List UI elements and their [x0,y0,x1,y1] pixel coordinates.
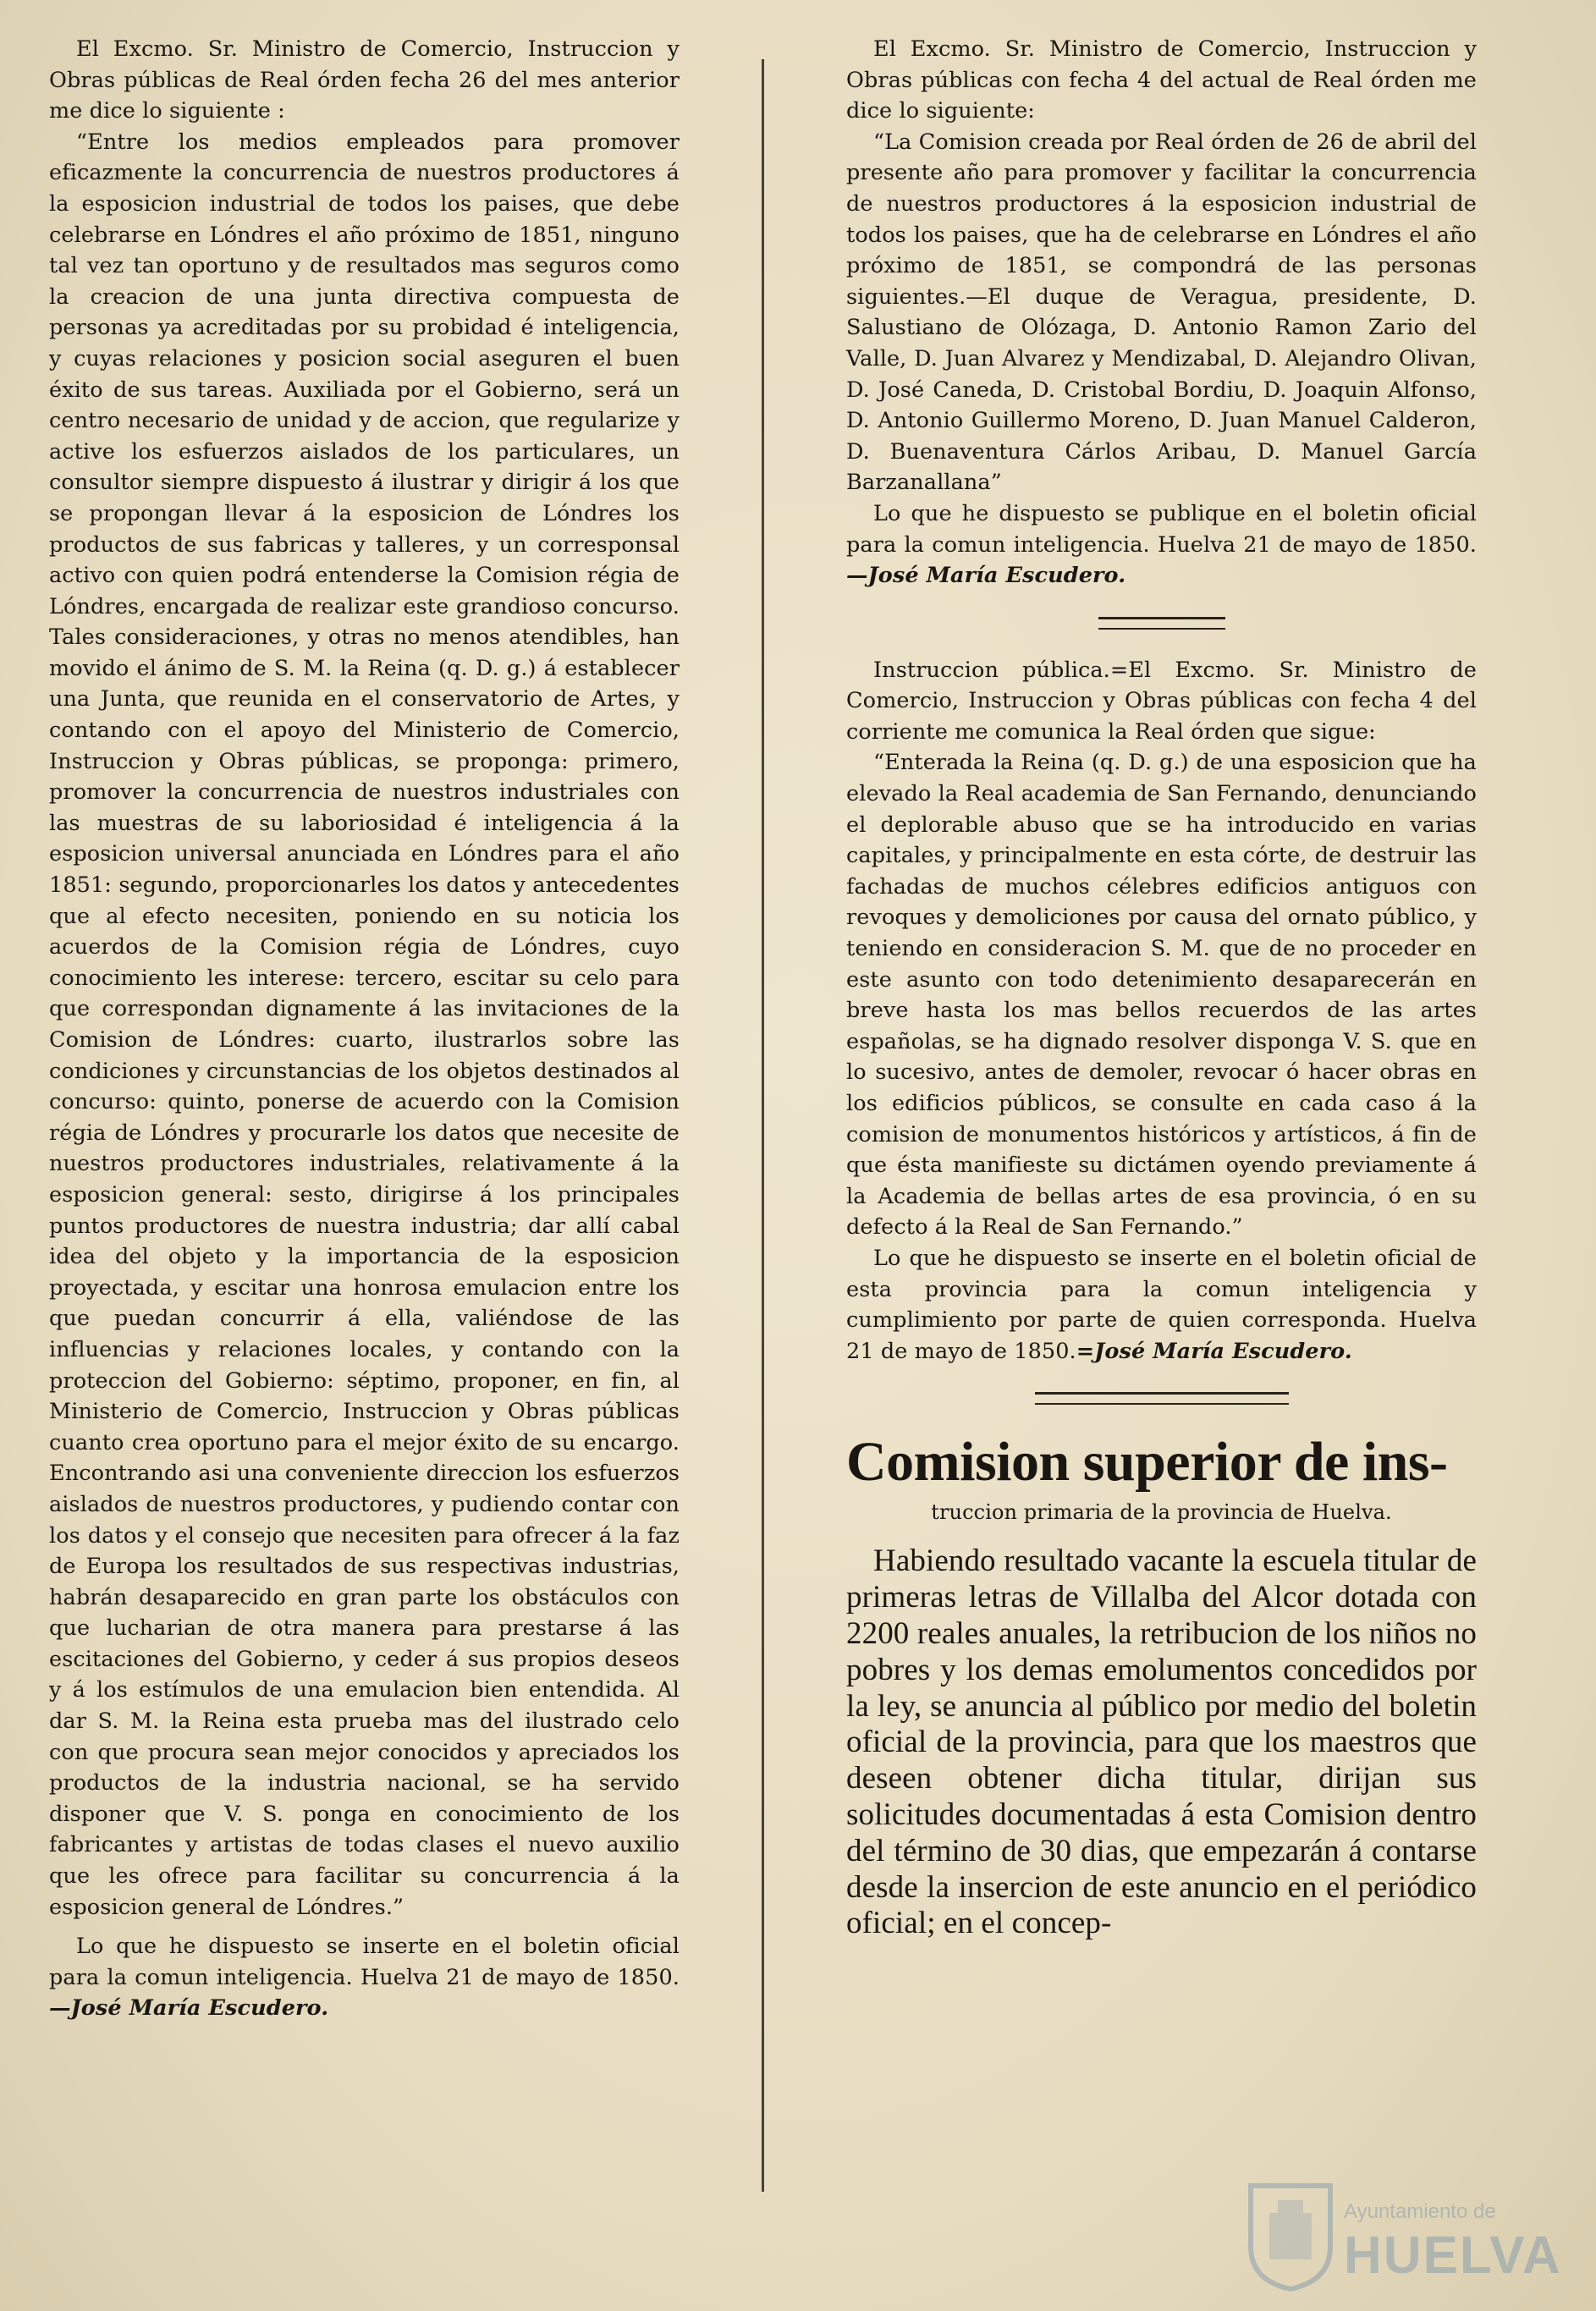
section-subheading: truccion primaria de la provincia de Huelva. [931,1500,1392,1525]
left-quote: “Entre los medios empleados para promover eficazmente la concurrencia de nuestros productores á la esposicion industrial de todos los paises, que debe celebrarse en Lóndres el año próximo de 1851, ninguno tal vez tan oportuno y de resultados mas seguros como la creacion de una junta directiva compuesta de personas ya acreditadas por su probidad é inteligencia, y cuyas relaciones y posicion social aseguren el buen éxito de sus tareas. Auxiliada por el Gobierno, será un centro necesario de unidad y de accion, que regularize y active los esfuerzos aislados de los particulares, un consultor siempre dispuesto á ilustrar y dirigir á los que se propongan llevar á la esposicion de Lóndres los productos de sus fabricas y talleres, y un corresponsal activo con quien podrá entenderse la Comision régia de Lóndres, encargada de realizar este grandioso concurso. Tales consideraciones, y otras no menos atendibles, han movido el ánimo de S. M. la Reina (q. D. g.) á establecer una Junta, que reunida en el conservatorio de Artes, y contando con el apoyo del Ministerio de Comercio, Instruccion y Obras públicas, se proponga: primero, promover la concurrencia de nuestros industriales con las muestras de su laboriosidad é inteligencia á la esposicion universal anunciada en Lóndres para el año 1851: segundo, proporcionarles los datos y antecedentes que al efecto necesiten, poniendo en su noticia los acuerdos de la Comision régia de Lóndres, cuyo conocimiento les interese: tercero, escitar su celo para que correspondan dignamente á las invitaciones de la Comision de Lóndres: cuarto, ilustrarlos sobre las condiciones y circunstancias de los objetos destinados al concurso: quinto, ponerse de acuerdo con la Comision régia de Lóndres y procurarle los datos que necesite de nuestros productores industriales, relativamente á la esposicion general: sesto, dirigirse á los principales puntos productores de nuestra industria; dar allí cabal idea del objeto y la importancia de la esposicion proyectada, y escitar una honrosa emulacion entre los que puedan concurrir á ella, valiéndose de las influencias y relaciones locales, y contando con la proteccion del Gobierno: séptimo, proponer, en fin, al Ministerio de Comercio, Instruccion y Obras públicas cuanto crea oportuno para el mejor éxito de su encargo. Encontrando asi una conveniente direccion los esfuerzos aislados de nuestros productores, y pudiendo contar con los datos y el consejo que necesiten para ofrecer á la faz de Europa los resultados de sus respectivas industrias, habrán desaparecido en gran parte los obstáculos con que lucharian de otra manera para prestarse á las escitaciones del Gobierno, y ceder á sus propios deseos y á los estímulos de una emulacion bien entendida. Al dar S. M. la Reina esta prueba mas del ilustrado celo con que procura sean mejor conocidos y apreciados los productos de la industria nacional, se ha servido disponer que V. S. ponga en conocimiento de los fabricantes y artistas de todas clases el nuevo auxilio que les ofrece para facilitar su concurrencia á la esposicion general de Lóndres.” [49,129,680,1920]
watermark-line2: HUELVA [1344,2226,1562,2285]
separator-rule [1098,617,1225,630]
article1-closing: Lo que he dispuesto se publique en el boletin oficial para la comun inteligencia. Huelva 21 de mayo de 1850. [846,500,1477,558]
article2-closing-paragraph [846,1243,1477,1367]
left-closing: Lo que he dispuesto se inserte en el boletin oficial para la comun inteligencia. Huelva 21 de mayo de 1850. [49,1934,680,1990]
left-closing-paragraph [49,1931,680,2024]
column-divider [762,59,764,2192]
article2-intro: Instruccion pública.=El Excmo. Sr. Ministro de Comercio, Instruccion y Obras públicas con fecha 4 del corriente me comunica la Real órden que sigue: [846,657,1477,745]
separator-rule-wide [1035,1392,1289,1405]
article2-quote: “Enterada la Reina (q. D. g.) de una esposicion que ha elevado la Real academia de San Fernando, denunciando el deplorable abuso que se ha introducido en varias capitales, y principalmente en esta córte, de destruir las fachadas de muchos célebres edificios antiguos con revoques y demoliciones por causa del ornato público, y teniendo en consideracion S. M. que de no proceder en este asunto con todo detenimiento desaparecerán en breve hasta los mas bellos recuerdos de las artes españolas, se ha dignado resolver disponga V. S. que en lo sucesivo, antes de demoler, revocar ó hacer obras en los edificios públicos, se consulte en cada caso á la comision de monumentos históricos y artísticos, á fin de que ésta manifieste su dictámen oyendo previamente á la Academia de bellas artes de esa provincia, ó en su defecto á la Real de San Fernando.” [846,750,1477,1241]
left-intro: El Excmo. Sr. Ministro de Comercio, Instruccion y Obras públicas de Real órden fecha 26 del mes anterior me dice lo siguiente : [49,36,680,124]
section-heading: Comision superior de ins- [846,1431,1448,1494]
watermark [1244,2175,1562,2302]
article1-signature: —José María Escudero. [846,563,1126,589]
city-shield-icon [1244,2179,1337,2293]
article2-signature: =José María Escudero. [1076,1338,1352,1364]
article1-quote: “La Comision creada por Real órden de 26 de abril del presente año para promover y facilitar la concurrencia de nuestros productores á la esposicion industrial de todos los paises, que ha de celebrarse en Lóndres el año próximo de 1851, se compondrá de las personas siguientes.—El duque de Veragua, presidente, D. Salustiano de Olózaga, D. Antonio Ramon Zario del Valle, D. Juan Alvarez y Mendizabal, D. Alejandro Olivan, D. José Caneda, D. Cristobal Bordiu, D. Joaquin Alfonso, D. Antonio Guillermo Moreno, D. Juan Manuel Calderon, D. Buenaventura Cárlos Aribau, D. Manuel García Barzanallana” [846,129,1477,496]
left-signature: —José María Escudero. [49,1995,329,2022]
article2-closing: Lo que he dispuesto se inserte en el boletin oficial de esta provincia para la comun inteligencia y cumplimiento por parte de quien corresponda. Huelva 21 de mayo de 1850. [846,1245,1477,1364]
article1-closing-paragraph [846,498,1477,592]
watermark-line1: Ayuntamiento de [1344,2200,1496,2223]
left-column [49,34,680,2024]
article1-intro: El Excmo. Sr. Ministro de Comercio, Instruccion y Obras públicas con fecha 4 del actual de Real órden me dice lo siguiente: [846,36,1477,124]
section-body: Habiendo resultado vacante la escuela titular de primeras letras de Villalba del Alcor dotada con 2200 reales anuales, la retribucion de los niños no pobres y los demas emolumentos concedidos por la ley, se anuncia al público por medio del boletin oficial de la provincia, para que los maestros que deseen obtener dicha titular, dirijan sus solicitudes documentadas á esta Comision dentro del término de 30 dias, que empezarán á contarse desde la insercion de este anuncio en el periódico oficial; en el concep- [846,1543,1477,1941]
right-column [846,34,1477,1942]
